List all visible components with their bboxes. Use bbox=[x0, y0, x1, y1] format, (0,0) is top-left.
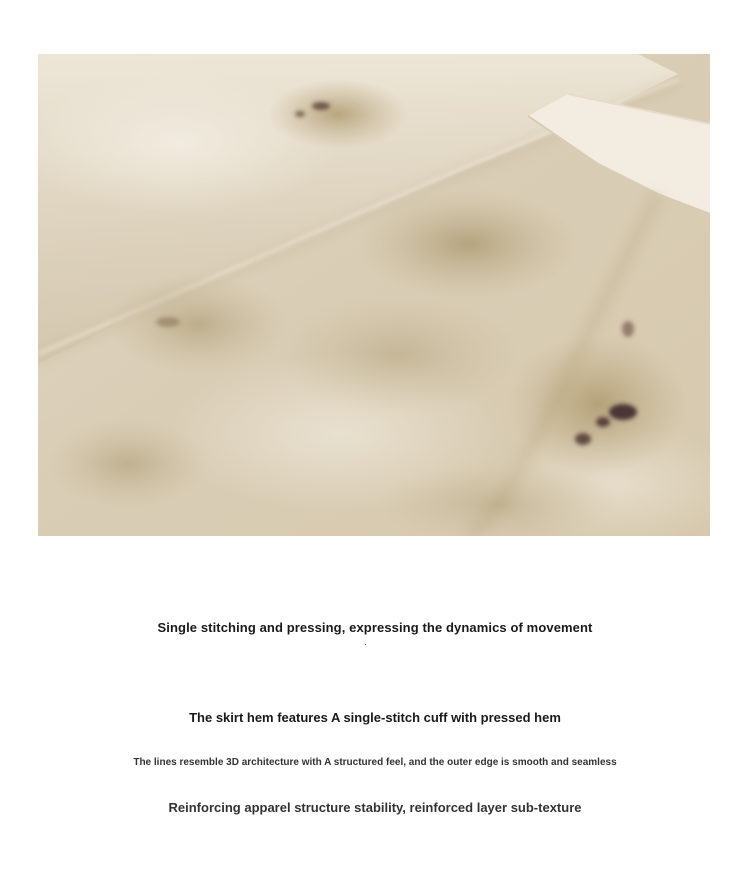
feature-line-reinforcement: Reinforcing apparel structure stability, reinforced layer sub-texture bbox=[168, 800, 582, 815]
fabric-texture-image bbox=[38, 54, 710, 536]
feature-line-architecture: The lines resemble 3D architecture with A structured feel, and the outer edge is smooth and seamless bbox=[133, 757, 617, 768]
divider-dot bbox=[365, 644, 366, 645]
fabric-photo bbox=[38, 54, 710, 536]
section-headline: Single stitching and pressing, expressing the dynamics of movement bbox=[157, 620, 593, 635]
feature-line-hem: The skirt hem features A single-stitch cuff with pressed hem bbox=[189, 710, 561, 725]
